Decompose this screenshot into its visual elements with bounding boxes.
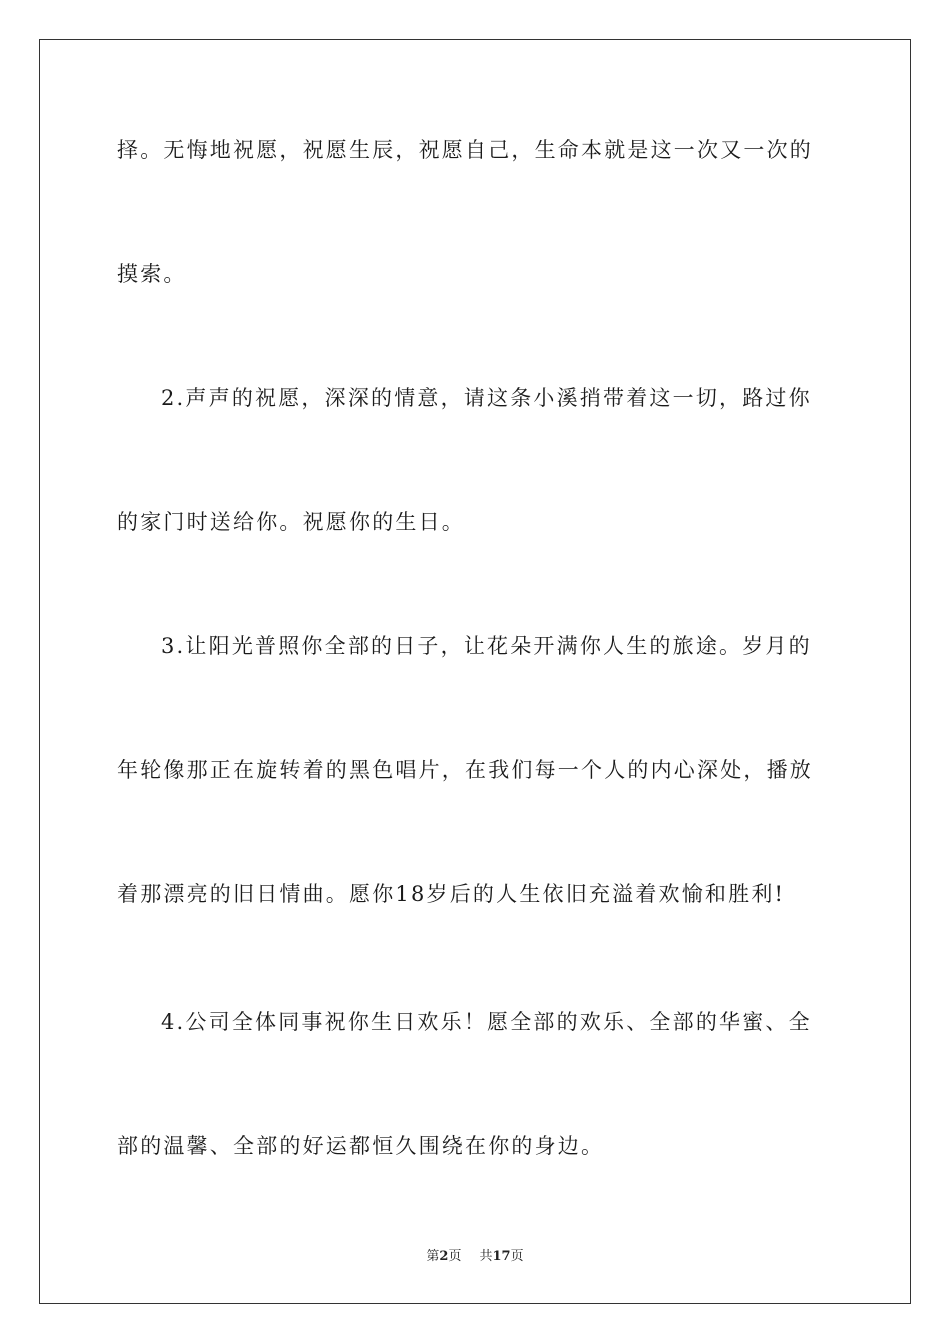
paragraph-start-line: 4.公司全体同事祝你生日欢乐！愿全部的欢乐、全部的华蜜、全 xyxy=(161,1010,812,1034)
page-border xyxy=(39,39,911,1304)
page-prefix: 第 xyxy=(426,1249,440,1264)
page-number: 2 xyxy=(439,1249,449,1264)
total-suffix: 页 xyxy=(510,1249,524,1264)
text-line: 的家门时送给你。祝愿你的生日。 xyxy=(117,510,465,534)
text-line: 摸索。 xyxy=(117,262,187,286)
text-line: 年轮像那正在旋转着的黑色唱片，在我们每一个人的内心深处，播放 xyxy=(117,758,813,782)
text-line: 择。无悔地祝愿，祝愿生辰，祝愿自己，生命本就是这一次又一次的 xyxy=(117,138,813,162)
total-prefix: 共 xyxy=(479,1249,493,1264)
paragraph-start-line: 2.声声的祝愿，深深的情意，请这条小溪捎带着这一切，路过你 xyxy=(161,386,812,410)
text-line: 着那漂亮的旧日情曲。愿你18岁后的人生依旧充溢着欢愉和胜利! xyxy=(117,882,786,906)
page-suffix: 页 xyxy=(448,1249,462,1264)
text-line: 部的温馨、全部的好运都恒久围绕在你的身边。 xyxy=(117,1134,605,1158)
paragraph-start-line: 3.让阳光普照你全部的日子，让花朵开满你人生的旅途。岁月的 xyxy=(161,634,812,658)
total-pages: 17 xyxy=(492,1249,511,1264)
page-footer xyxy=(0,1248,950,1266)
